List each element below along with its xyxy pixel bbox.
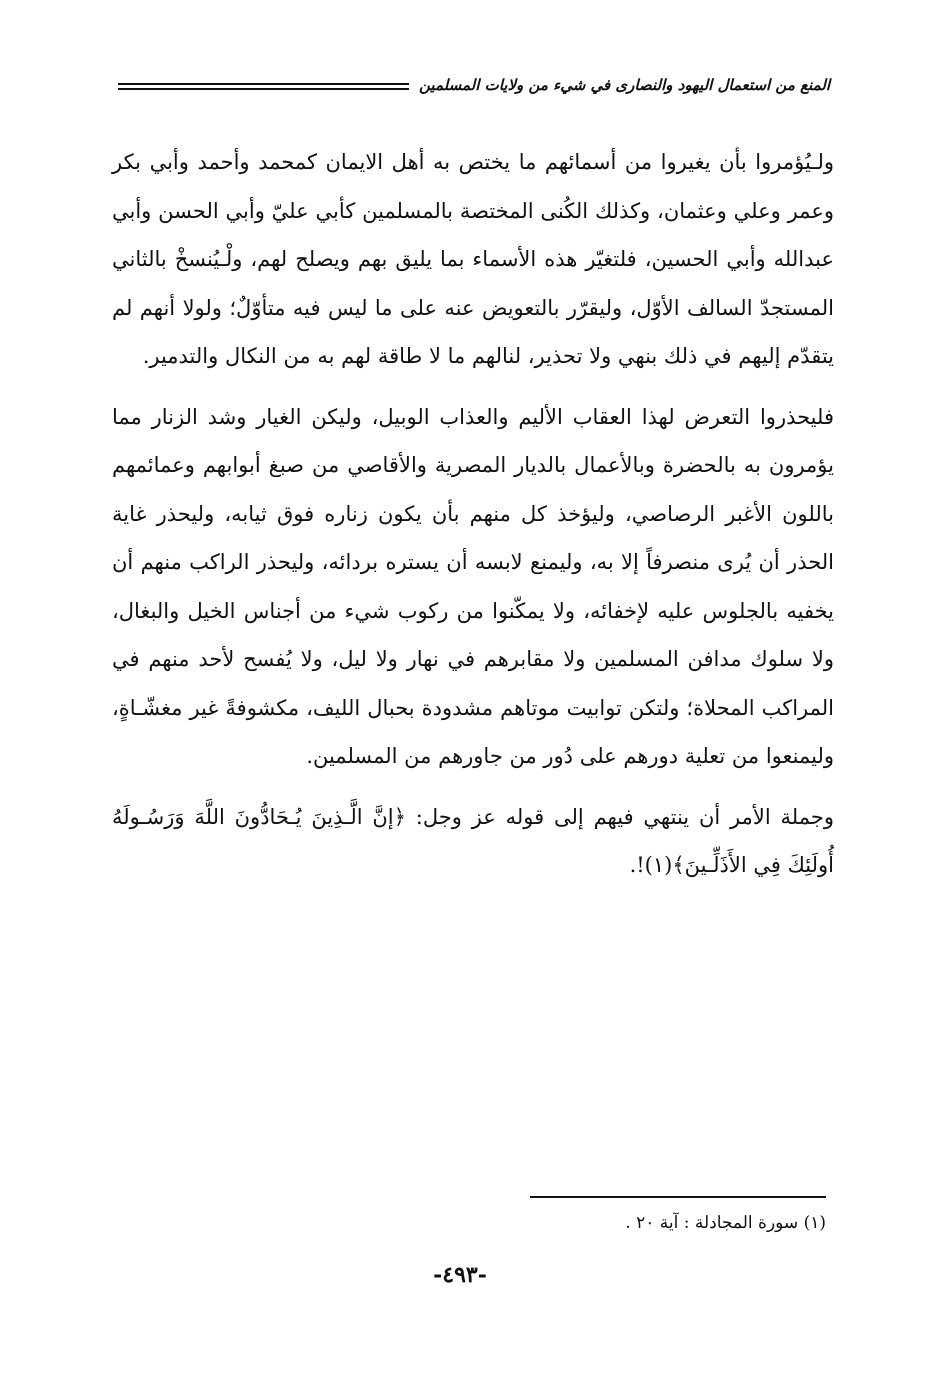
footnote-1: (١) سورة المجادلة : آية ٢٠ . [625,1213,826,1233]
paragraph-3: وجملة الأمر أن ينتهي فيهم إلى قوله عز وجل: ﴿إنَّ الَّـذِينَ يُـحَادُّونَ اللَّهَ وَرَسُـولَهُ أُولَئِكَ فِي الأَذَلِّـينَ﴾(١)!. [112,804,834,877]
running-header [118,74,830,104]
footnote-separator [530,1196,826,1198]
paragraph-2: فليحذروا التعرض لهذا العقاب الأليم والعذاب الوبيل، وليكن الغيار وشد الزنار مما يؤمرون به بالحضرة وبالأعمال بالديار المصرية والأقاصي من صبغ أبوابهم وعمائمهم باللون الأغبر الرصاصي، وليؤخذ كل منهم بأن يكون زناره فوق ثيابه، وليحذر غاية الحذر أن يُرى منصرفاً إلا به، وليمنع لابسه أن يستره بردائه، وليحذر الراكب منهم أن يخفيه بالجلوس عليه لإخفائه، ولا يمكّنوا من ركوب شيء من أجناس الخيل والبغال، ولا سلوك مدافن المسلمين ولا مقابرهم في نهار ولا ليل، ولا يُفسح لأحد منهم في المراكب المحلاة؛ ولتكن توابيت موتاهم مشدودة بحبال الليف، مكشوفةً غير مغشّـاةٍ، وليمنعوا من تعلية دورهم على دُور من جاورهم من المسلمين. [112,404,834,768]
paragraph-1: ولـيُؤمروا بأن يغيروا من أسمائهم ما يختص به أهل الايمان كمحمد وأحمد وأبي بكر وعمر وعلي وعثمان، وكذلك الكُنى المختصة بالمسلمين كأبي عليّ وأبي الحسن وأبي عبدالله وأبي الحسين، فلتغيّر هذه الأسماء بما يليق بهم ويصلح لهم، ولْـيُنسخْ بالثاني المستجدّ السالف الأوّل، وليقرّر بالتعويض عنه على ما ليس فيه متأوّلٌ؛ ولولا أنهم لم يتقدّم إليهم في ذلك بنهي ولا تحذير، لنالهم ما لا طاقة لهم به من النكال والتدمير. [112,150,834,368]
body-text [112,138,834,890]
page-number: -٤٩٣- [433,1262,487,1288]
header-title: المنع من استعمال اليهود والنصارى في شيء من ولايات المسلمين [409,76,830,94]
